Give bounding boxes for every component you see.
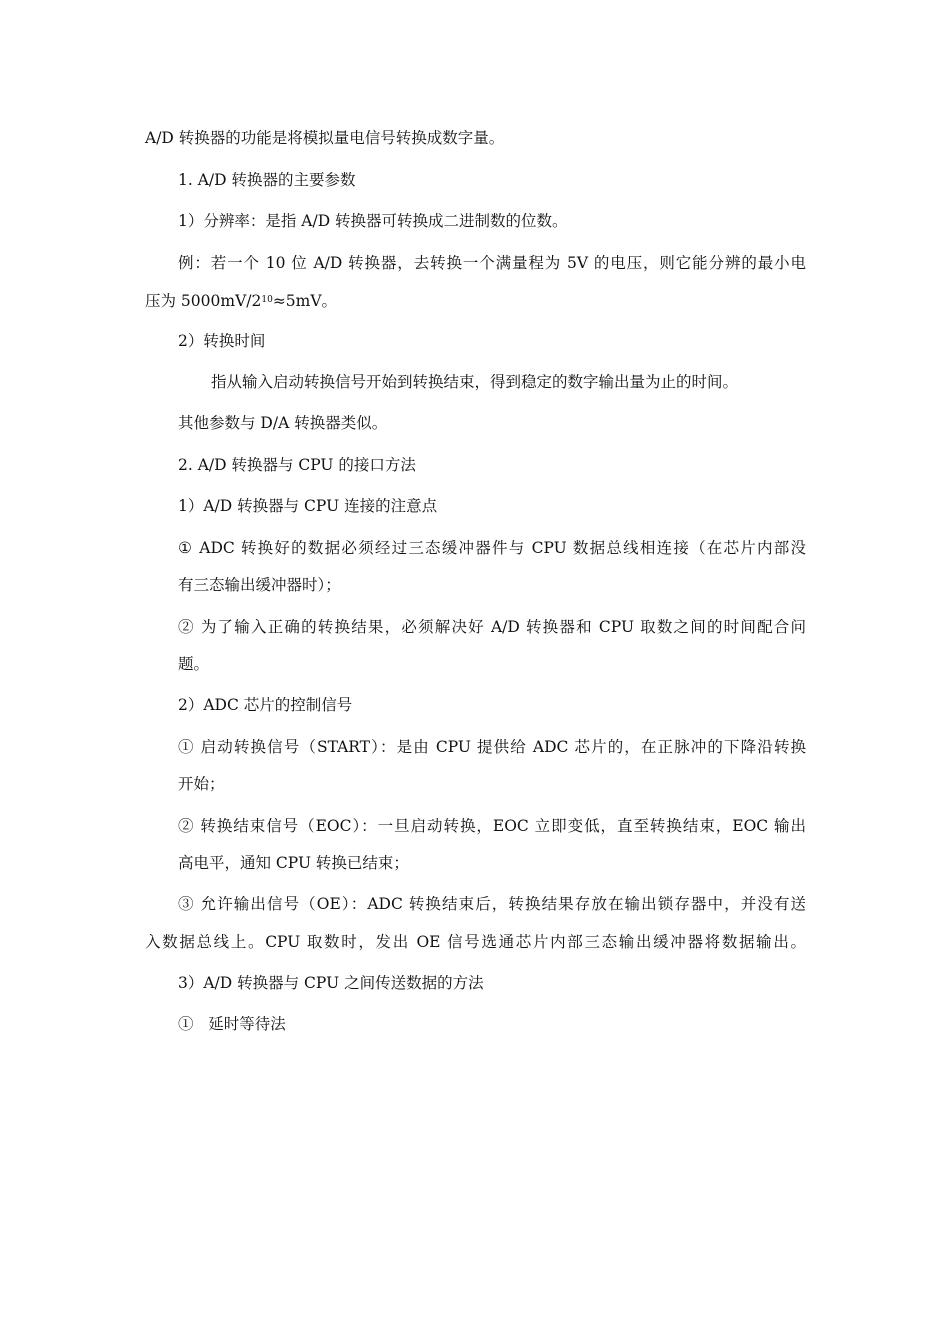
example-formula-prefix: 压为 5000mV/2	[145, 292, 262, 310]
other-parameters-note: 其他参数与 D/A 转换器类似。	[178, 414, 388, 432]
connection-note-2-line-2: 题。	[178, 655, 210, 673]
intro-paragraph: A/D 转换器的功能是将模拟量电信号转换成数字量。	[145, 129, 505, 147]
data-transfer-heading: 3）A/D 转换器与 CPU 之间传送数据的方法	[178, 974, 484, 992]
eoc-signal-line-2: 高电平，通知 CPU 转换已结束；	[178, 854, 409, 872]
start-signal-line-2: 开始；	[178, 775, 225, 793]
conversion-time-description: 指从输入启动转换信号开始到转换结束，得到稳定的数字输出量为止的时间。	[211, 373, 739, 391]
resolution-example-line-1: 例：若一个 10 位 A/D 转换器，去转换一个满量程为 5V 的电压，则它能分辨的最小电	[178, 254, 806, 272]
resolution-item: 1）分辨率：是指 A/D 转换器可转换成二进制数的位数。	[178, 212, 568, 230]
oe-signal-line-2: 入数据总线上。CPU 取数时，发出 OE 信号选通芯片内部三态输出缓冲器将数据输出。	[145, 933, 806, 951]
delay-wait-method-item: ① 延时等待法	[178, 1015, 286, 1033]
section-1-heading: 1. A/D 转换器的主要参数	[178, 171, 356, 189]
oe-signal-line-1: ③ 允许输出信号（OE）：ADC 转换结束后，转换结果存放在输出锁存器中，并没有送	[178, 895, 806, 913]
start-signal-line-1: ① 启动转换信号（START）：是由 CPU 提供给 ADC 芯片的，在正脉冲的下降沿转换	[178, 738, 806, 756]
conversion-time-item: 2）转换时间	[178, 332, 266, 350]
section-2-heading: 2. A/D 转换器与 CPU 的接口方法	[178, 456, 416, 474]
exponent-superscript: 10	[261, 295, 273, 305]
connection-note-1-line-2: 有三态输出缓冲器时）；	[178, 576, 341, 594]
control-signals-heading: 2）ADC 芯片的控制信号	[178, 696, 353, 714]
eoc-signal-line-1: ② 转换结束信号（EOC）：一旦启动转换，EOC 立即变低，直至转换结束，EOC 输出	[178, 817, 806, 835]
connection-note-2-line-1: ② 为了输入正确的转换结果，必须解决好 A/D 转换器和 CPU 取数之间的时间配合问	[178, 618, 806, 636]
resolution-example-line-2	[145, 291, 337, 311]
example-formula-result: ≈5mV。	[272, 292, 338, 310]
connection-notes-heading: 1）A/D 转换器与 CPU 连接的注意点	[178, 497, 438, 515]
connection-note-1-line-1: ① ADC 转换好的数据必须经过三态缓冲器件与 CPU 数据总线相连接（在芯片内部没	[178, 539, 806, 557]
